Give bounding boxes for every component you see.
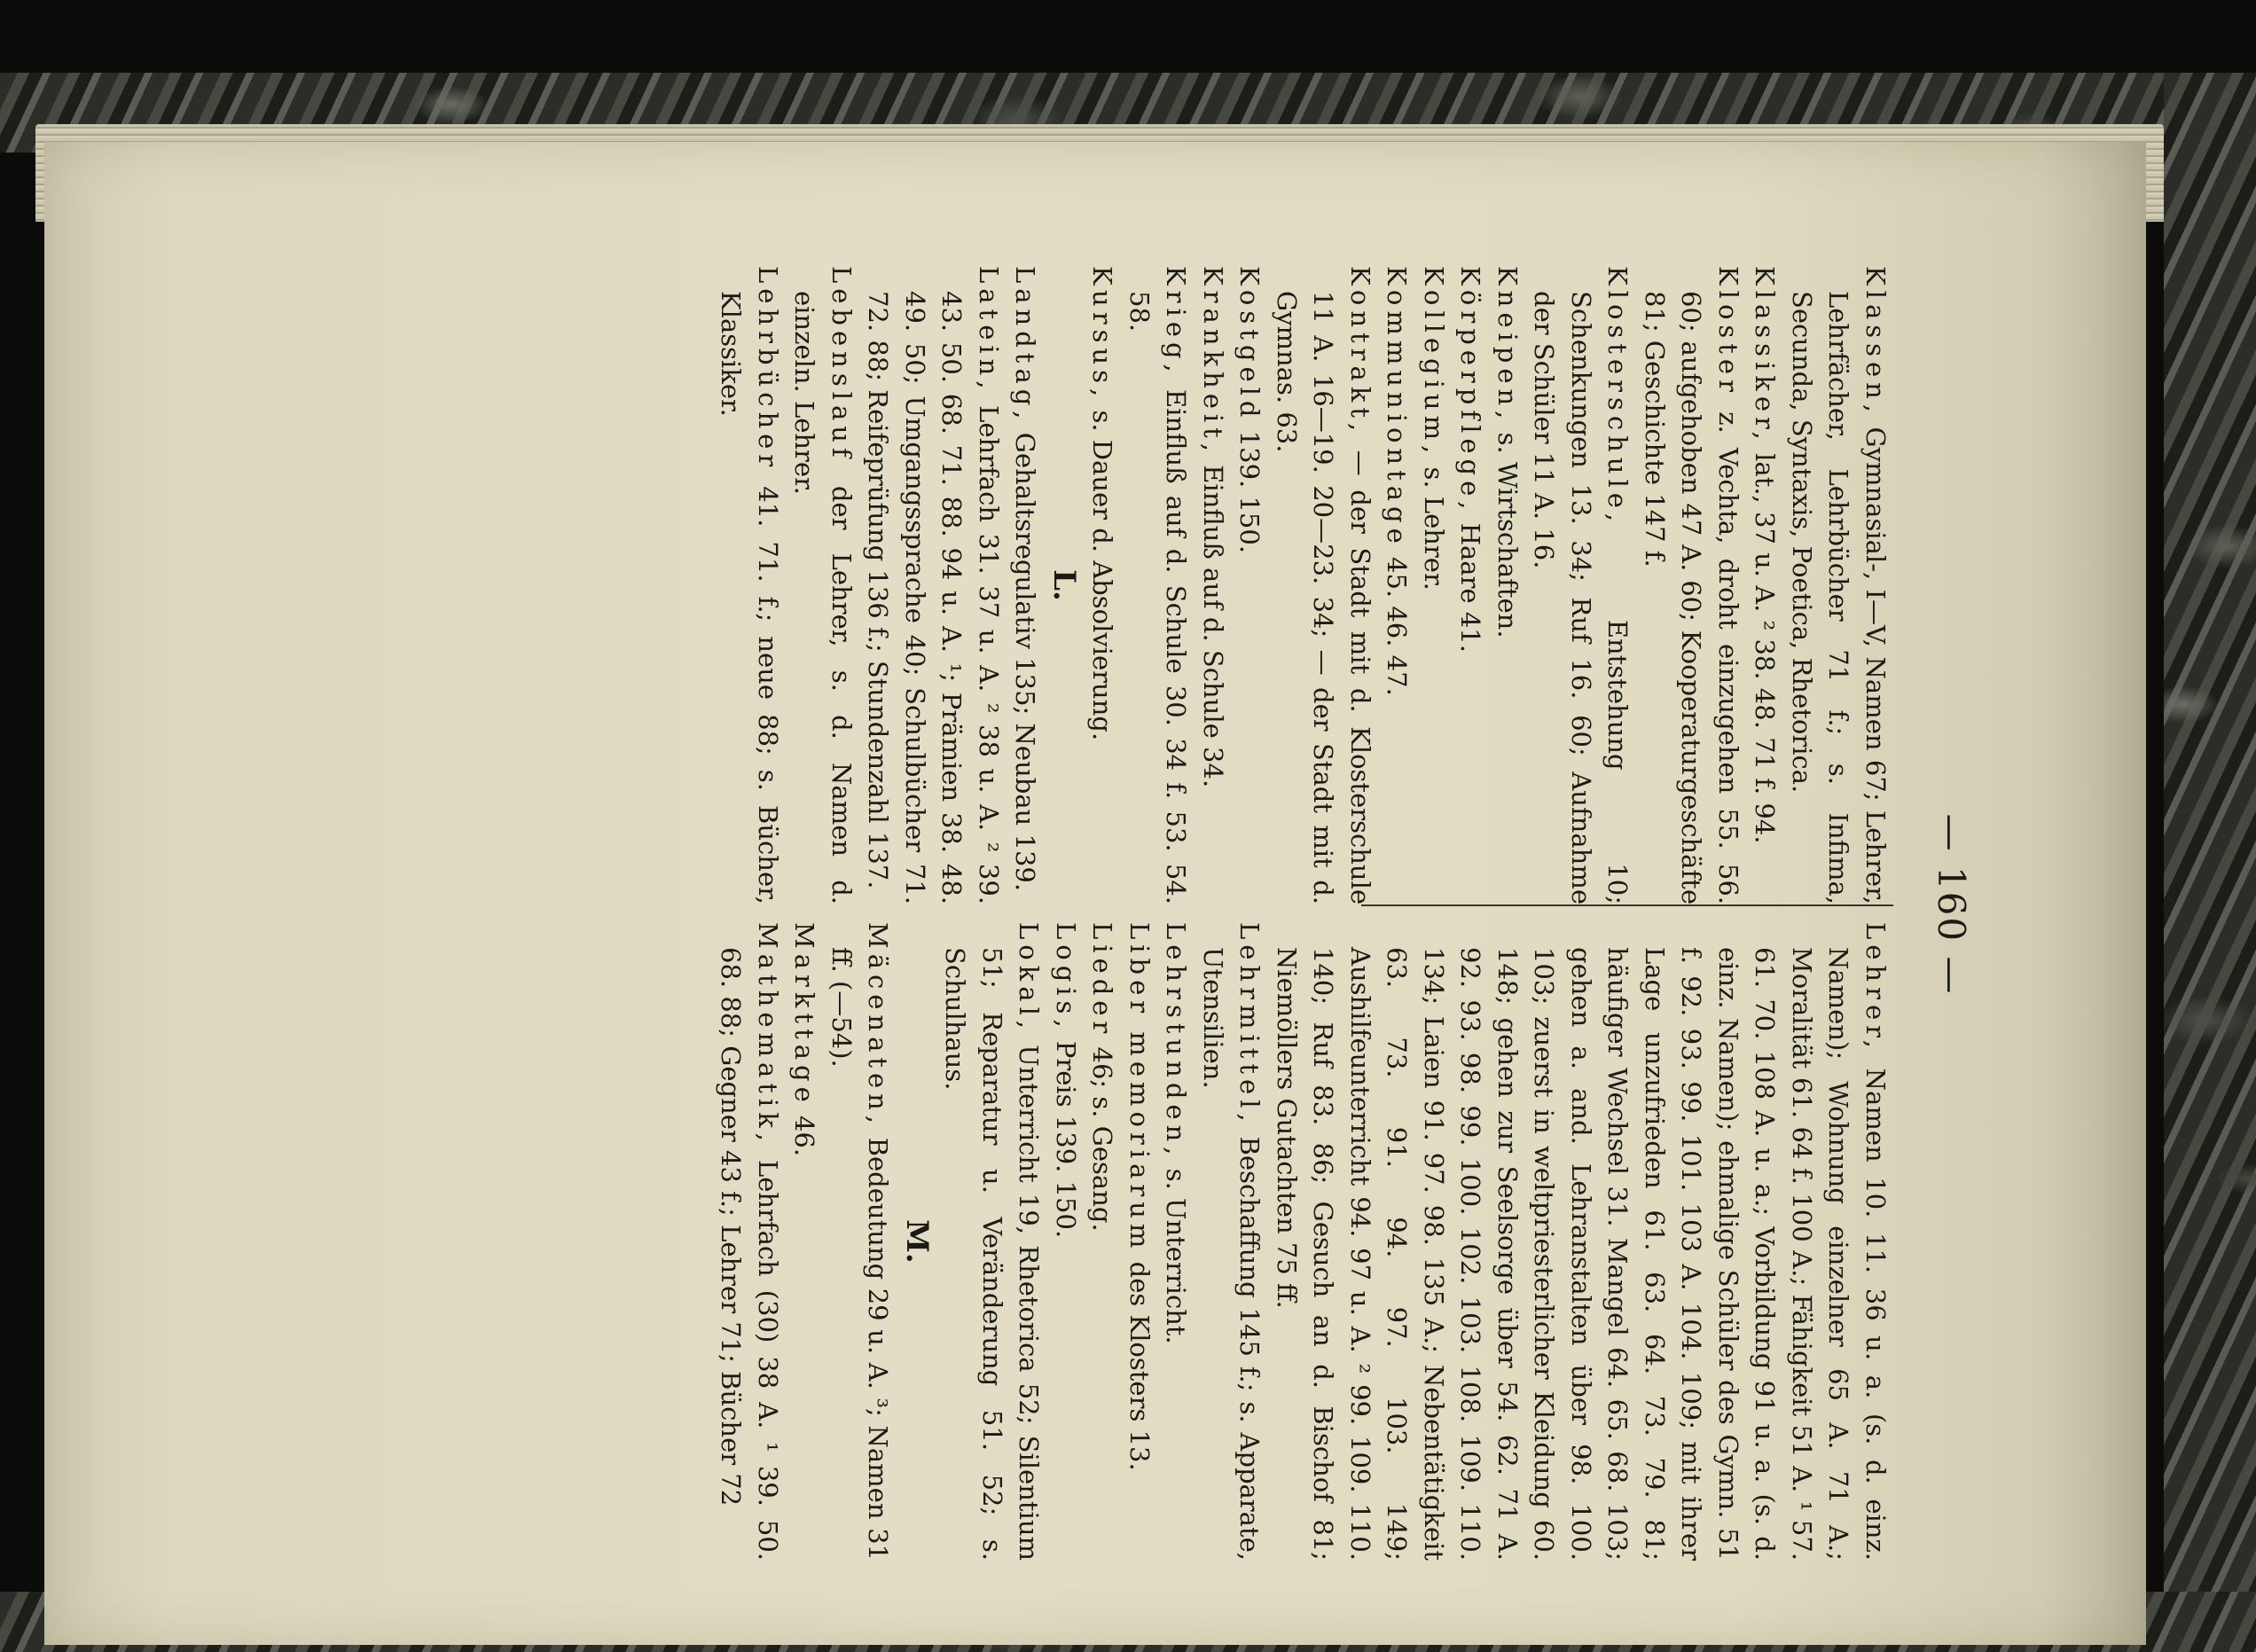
index-entry — [786, 266, 859, 904]
index-entry-text: Namen 10. 11. 36 u. a. (s. d. einz. Namen); Wohnung einzelner 65 A. 71 A.; Moralität 61. 64 f. 100 A.; Fähigkeit 51 A. ¹ 57. 61. 70. 108 A. u. a.; Vorbildung 91 u. a. (s. d. einz. Namen); ehmalige Schüler des Gymn. 51 f. 92. 93. 99. 101. 103 A. 104. 109; mit ihrer Lage unzufrieden 61. 63. 64. 73. 79. 81; häufiger Wechsel 31. Mangel 64. 65. 68. 103; gehen a. and. Lehranstalten über 98. 100. 103; zuerst in weltpriesterlicher Kleidung 60. 148; gehen zur Seelsorge über 54. 62. 71 A. 92. 93. 98. 99. 100. 102. 103. 108. 109. 110. 134; Laien 91. 97. 98. 135 A.; Nebentätigkeit 63. 73. 91. 94. 97. 103. 149; Aushilfeunterricht 94. 97 u. A. ² 99. 109. 110. 140; Ruf 83. 86; Gesuch an d. Bischof 81; Niemöllers Gutachten 75 ff. — [1272, 947, 1891, 1561]
index-entry-text: z. Vechta, droht einzugehen 55. 56. 60; aufgehoben 47 A. 60; Kooperaturgeschäfte 81; Geschichte 147 f. — [1640, 291, 1743, 905]
index-entry-text: Gehaltsregulativ 135; Neubau 139. — [1010, 432, 1041, 892]
index-entry-text: 46; s. Gesang. — [1087, 1046, 1118, 1232]
index-entry-heading: Mathematik, — [753, 922, 783, 1147]
index-entry-heading: Klassen, — [1860, 266, 1891, 419]
index-entry-heading: Klassiker, — [1750, 266, 1781, 445]
index-entry — [1452, 266, 1489, 904]
index-entry — [786, 922, 823, 1561]
index-entry — [1231, 266, 1268, 904]
index-entry-text: 45. 46. 47. — [1382, 557, 1413, 696]
index-entry — [712, 922, 786, 1561]
index-entry-text: Einfluß auf d. Schule 34. — [1198, 465, 1228, 788]
index-entry-text: — der Stadt mit d. Klosterschule 11 A. 16—19. 20—23. 34; — der Stadt mit d. Gymnas. 63. — [1272, 291, 1375, 905]
index-entry-text: Gymnasial-, I—V, Namen 67; Lehrer, Lehrfächer, Lehrbücher 71 f.; s. Infima, Secunda, Syntaxis, Poetica, Rhetorica. — [1787, 291, 1891, 904]
index-entry-heading: Körperpflege, — [1455, 266, 1486, 515]
index-entry-heading: Mäcenaten, — [863, 922, 894, 1130]
index-entry-heading: Latein, — [974, 266, 1004, 395]
index-entry-text: des Klosters 13. — [1124, 1261, 1155, 1471]
index-entry-text: Entstehung 10; Schenkungen 13. 34; Ruf 16. 60; Aufnahme der Schüler 11 A. 16. — [1529, 291, 1633, 905]
index-entry-heading: Kollegium, — [1419, 266, 1449, 459]
index-entry-heading: Krankheit, — [1198, 266, 1228, 458]
index-entry — [1268, 266, 1379, 904]
index-entry-heading: Lehrmittel, — [1234, 922, 1265, 1127]
index-entry — [1489, 266, 1526, 904]
index-entry-text: s. Wirtschaften. — [1492, 432, 1523, 638]
index-entry-text: s. Lehrer. — [1419, 466, 1449, 591]
index-entry — [1121, 266, 1195, 904]
index-entry — [1195, 922, 1268, 1561]
index-entry-heading: Lehrstunden, — [1161, 922, 1192, 1161]
index-column-right — [712, 922, 1893, 1561]
index-entry — [1007, 266, 1044, 904]
index-entry-text: der Lehrer, s. d. Namen d. einzeln. Lehrer. — [789, 291, 857, 904]
index-entry-heading: Logis, — [1051, 922, 1081, 1033]
index-entry — [859, 266, 1007, 904]
index-entry — [1378, 266, 1415, 904]
index-entry-heading: Lehrbücher — [753, 266, 783, 473]
index-entry-heading: Klosterschule, — [1602, 266, 1633, 528]
index-entry-heading: Kursus, — [1087, 266, 1118, 403]
index-entry — [1084, 266, 1121, 904]
index-entry-text: s. Unterricht. — [1161, 1168, 1192, 1344]
page-number: — 160 — — [1930, 813, 1973, 996]
index-entry-text: Haare 41. — [1455, 522, 1486, 653]
section-letter-m: M. — [899, 1219, 935, 1264]
column-divider — [1361, 904, 1893, 906]
index-entry — [936, 922, 1047, 1561]
index-entry-heading: Kontrakt, — [1345, 266, 1375, 437]
index-entry-text: Lehrfach (30) 38 A. ¹ 39. 50. 68. 88; Gegner 43 f.; Lehrer 71; Bücher 72 — [716, 947, 783, 1562]
index-entry-heading: Lehrer, — [1860, 922, 1891, 1054]
index-entry — [1415, 266, 1453, 904]
index-entry — [1268, 922, 1894, 1561]
index-entry-heading: Markttage — [789, 922, 820, 1108]
index-entry — [1636, 266, 1747, 904]
index-column-left — [712, 266, 1893, 904]
index-entry-text: Preis 139. 150. — [1051, 1040, 1081, 1239]
index-entry-heading: Kommuniontage — [1382, 266, 1413, 549]
index-entry-text: Lehrfach 31. 37 u. A. ² 38 u. A. ² 39. 43. 50. 68. 71. 88. 94 u. A. ¹; Prämien 38. 48. 49. 50; Umgangssprache 40; Schulbücher 71. 72. 88; Reifeprüfung 136 f.; Stundenzahl 137. — [863, 291, 1004, 904]
index-entry-heading: Krieg, — [1161, 266, 1192, 378]
index-entry-text: Unterricht 19, Rhetorica 52; Silentium 51; Reparatur u. Veränderung 51. 52; s. Schulhaus. — [940, 947, 1045, 1562]
section-letter-l: L. — [1046, 569, 1082, 601]
index-entry — [1195, 266, 1232, 904]
index-entry — [712, 266, 786, 904]
index-entry-text: Beschaffung 145 f.; s. Apparate, Utensilien. — [1198, 947, 1265, 1561]
index-entry-heading: Lieder — [1087, 922, 1118, 1039]
index-entry — [1121, 922, 1158, 1561]
index-entry — [1084, 922, 1121, 1561]
index-entry-text: s. Dauer d. Absolvierung. — [1087, 410, 1118, 741]
index-entry — [1157, 922, 1195, 1561]
index-entry-heading: Kneipen, — [1492, 266, 1523, 425]
index-entry-text: 41. 71. f.; neue 88; s. Bücher, Klassiker. — [716, 291, 783, 905]
index-entry-heading: Lokal, — [1014, 922, 1045, 1035]
index-entry-text: 46. — [789, 1115, 820, 1157]
index-entry-text: Einfluß auf d. Schule 30. 34 f. 53. 54. 58. — [1124, 291, 1192, 904]
index-entry — [1783, 266, 1894, 904]
index-entry-heading: Kloster — [1713, 266, 1743, 397]
index-entry-heading: Landtag, — [1010, 266, 1041, 425]
index-entry-text: 139. 150. — [1234, 430, 1265, 554]
index-entry-text: lat., 37 u. A. ² 38. 48. 71 f. 94. — [1750, 453, 1781, 844]
index-entry — [823, 922, 897, 1561]
index-entry-heading: Lebenslauf — [826, 266, 857, 463]
index-entry-text: Bedeutung 29 u. A. ³; Namen 31 ff. (—54). — [826, 947, 894, 1561]
index-entry — [1746, 266, 1783, 904]
index-entry — [1525, 266, 1636, 904]
book-cover-side-edge — [2164, 73, 2256, 1652]
index-entry — [1047, 922, 1085, 1561]
rotated-index-content — [288, 195, 1973, 1614]
index-entry-heading: Liber memoriarum — [1124, 922, 1155, 1254]
index-entry-heading: Kostgeld — [1234, 266, 1265, 423]
